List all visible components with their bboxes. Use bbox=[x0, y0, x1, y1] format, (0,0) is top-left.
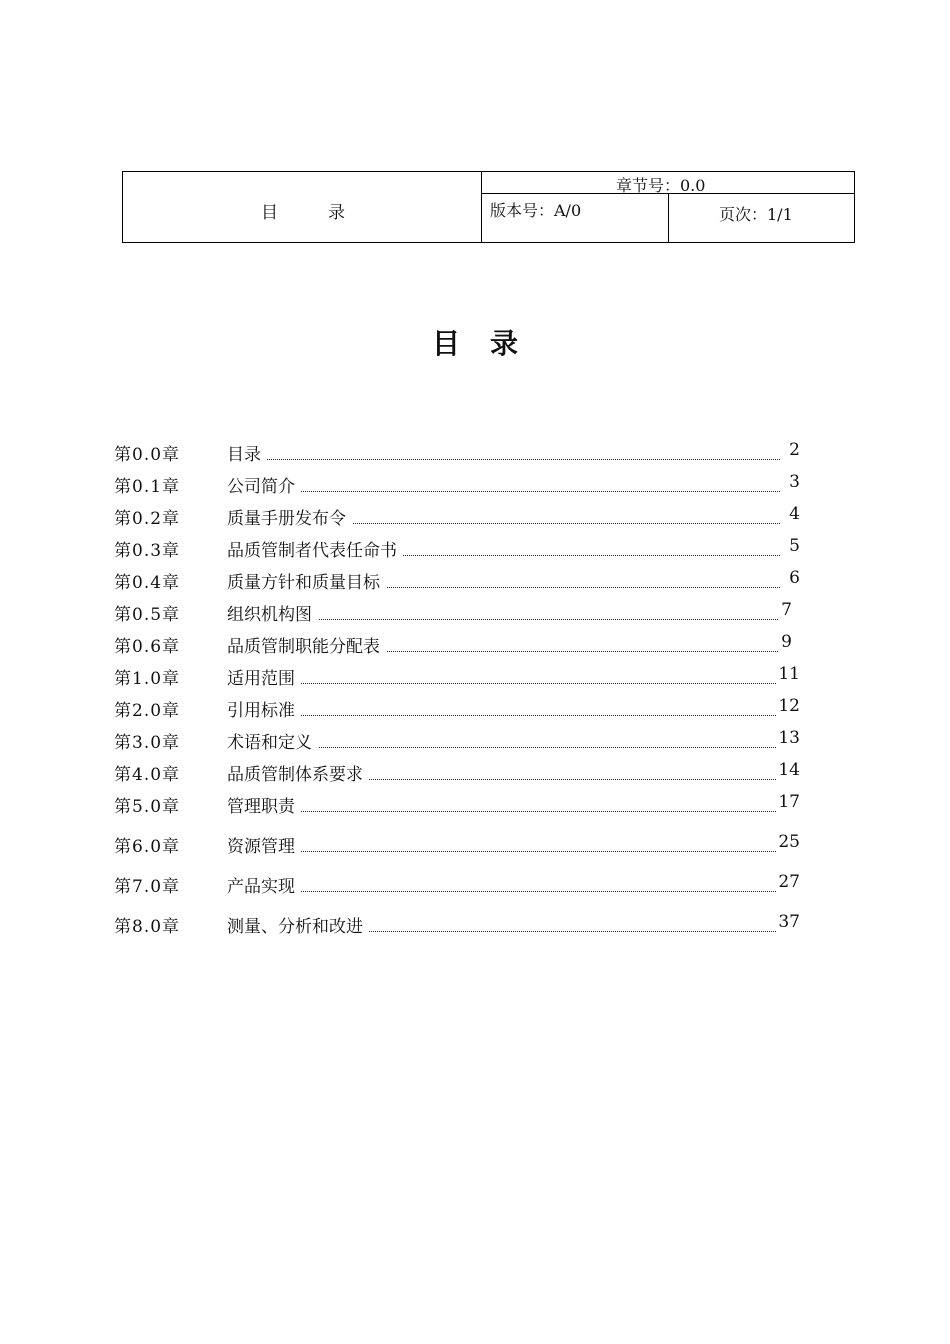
toc-chapter: 第3.0章 bbox=[114, 733, 181, 753]
toc-name: 适用范围 bbox=[227, 664, 301, 689]
toc-chapter: 第0.3章 bbox=[114, 541, 181, 561]
toc-name: 质量方针和质量目标 bbox=[227, 568, 386, 593]
toc-entry[interactable] bbox=[114, 472, 814, 498]
toc-page: 17 bbox=[778, 792, 800, 812]
toc-page: 13 bbox=[778, 728, 800, 748]
toc-page: 4 bbox=[789, 504, 800, 524]
toc-entry[interactable] bbox=[114, 536, 814, 562]
header-title-part2: 录 bbox=[328, 203, 345, 223]
toc-chapter: 第0.0章 bbox=[114, 445, 181, 465]
toc-page: 3 bbox=[789, 472, 800, 492]
toc-entry[interactable] bbox=[114, 600, 814, 626]
toc-name: 测量、分析和改进 bbox=[227, 912, 369, 937]
version-cell bbox=[482, 194, 669, 242]
toc-leader bbox=[264, 491, 780, 492]
toc-name: 组织机构图 bbox=[227, 600, 318, 625]
toc-page: 12 bbox=[778, 696, 800, 716]
toc-entry[interactable] bbox=[114, 568, 814, 594]
toc-page: 2 bbox=[789, 440, 800, 460]
toc-page: 14 bbox=[778, 760, 800, 780]
toc-page: 27 bbox=[778, 872, 800, 892]
toc-page: 5 bbox=[789, 536, 800, 556]
toc-chapter: 第4.0章 bbox=[114, 765, 181, 785]
toc-chapter: 第0.6章 bbox=[114, 637, 181, 657]
toc-leader bbox=[262, 459, 780, 460]
toc-entry[interactable] bbox=[114, 832, 814, 858]
toc-entry[interactable] bbox=[114, 440, 814, 466]
header-table bbox=[122, 171, 855, 243]
toc-page: 6 bbox=[789, 568, 800, 588]
toc-chapter: 第0.4章 bbox=[114, 573, 181, 593]
toc-chapter: 第0.5章 bbox=[114, 605, 181, 625]
toc-name: 引用标准 bbox=[227, 696, 301, 721]
toc-page: 7 bbox=[781, 600, 792, 620]
version-number: 版本号：A/0 bbox=[490, 201, 582, 220]
toc-entry[interactable] bbox=[114, 632, 814, 658]
toc-entry[interactable] bbox=[114, 696, 814, 722]
header-title-cell bbox=[123, 172, 482, 242]
toc-name: 术语和定义 bbox=[227, 728, 318, 753]
toc-chapter: 第1.0章 bbox=[114, 669, 181, 689]
toc-name: 品质管制者代表任命书 bbox=[227, 536, 403, 561]
toc-name: 品质管制体系要求 bbox=[227, 760, 369, 785]
toc-entry[interactable] bbox=[114, 504, 814, 530]
toc-name: 公司简介 bbox=[227, 472, 301, 497]
toc-entry[interactable] bbox=[114, 664, 814, 690]
toc-leader bbox=[264, 747, 780, 748]
toc-chapter: 第2.0章 bbox=[114, 701, 181, 721]
toc-entry[interactable] bbox=[114, 872, 814, 898]
toc-name: 品质管制职能分配表 bbox=[227, 632, 386, 657]
toc-entry[interactable] bbox=[114, 728, 814, 754]
toc-chapter: 第8.0章 bbox=[114, 917, 181, 937]
document-title: 目录 bbox=[431, 327, 548, 360]
chapter-number: 章节号：0.0 bbox=[616, 176, 706, 195]
toc-chapter: 第0.2章 bbox=[114, 509, 181, 529]
toc-chapter: 第6.0章 bbox=[114, 837, 181, 857]
toc-name: 管理职责 bbox=[227, 792, 301, 817]
page-cell bbox=[669, 194, 854, 242]
toc-leader bbox=[264, 851, 780, 852]
toc-entry[interactable] bbox=[114, 760, 814, 786]
toc-chapter: 第5.0章 bbox=[114, 797, 181, 817]
toc-page: 25 bbox=[778, 832, 800, 852]
chapter-number-cell bbox=[482, 172, 854, 194]
toc-entry[interactable] bbox=[114, 912, 814, 938]
toc-page: 11 bbox=[778, 664, 800, 684]
toc-name: 产品实现 bbox=[227, 872, 301, 897]
toc-page: 9 bbox=[781, 632, 792, 652]
toc-leader bbox=[264, 619, 780, 620]
header-title-part1: 目 bbox=[261, 203, 278, 223]
toc-chapter: 第7.0章 bbox=[114, 877, 181, 897]
toc-name: 资源管理 bbox=[227, 832, 301, 857]
toc-page: 37 bbox=[778, 912, 800, 932]
toc-name: 目录 bbox=[227, 440, 267, 465]
toc-chapter: 第0.1章 bbox=[114, 477, 181, 497]
toc-leader bbox=[264, 715, 780, 716]
page-number: 页次：1/1 bbox=[719, 205, 793, 224]
toc-leader bbox=[264, 811, 780, 812]
toc-name: 质量手册发布令 bbox=[227, 504, 352, 529]
toc-leader bbox=[264, 891, 780, 892]
toc-entry[interactable] bbox=[114, 792, 814, 818]
toc-leader bbox=[264, 683, 780, 684]
